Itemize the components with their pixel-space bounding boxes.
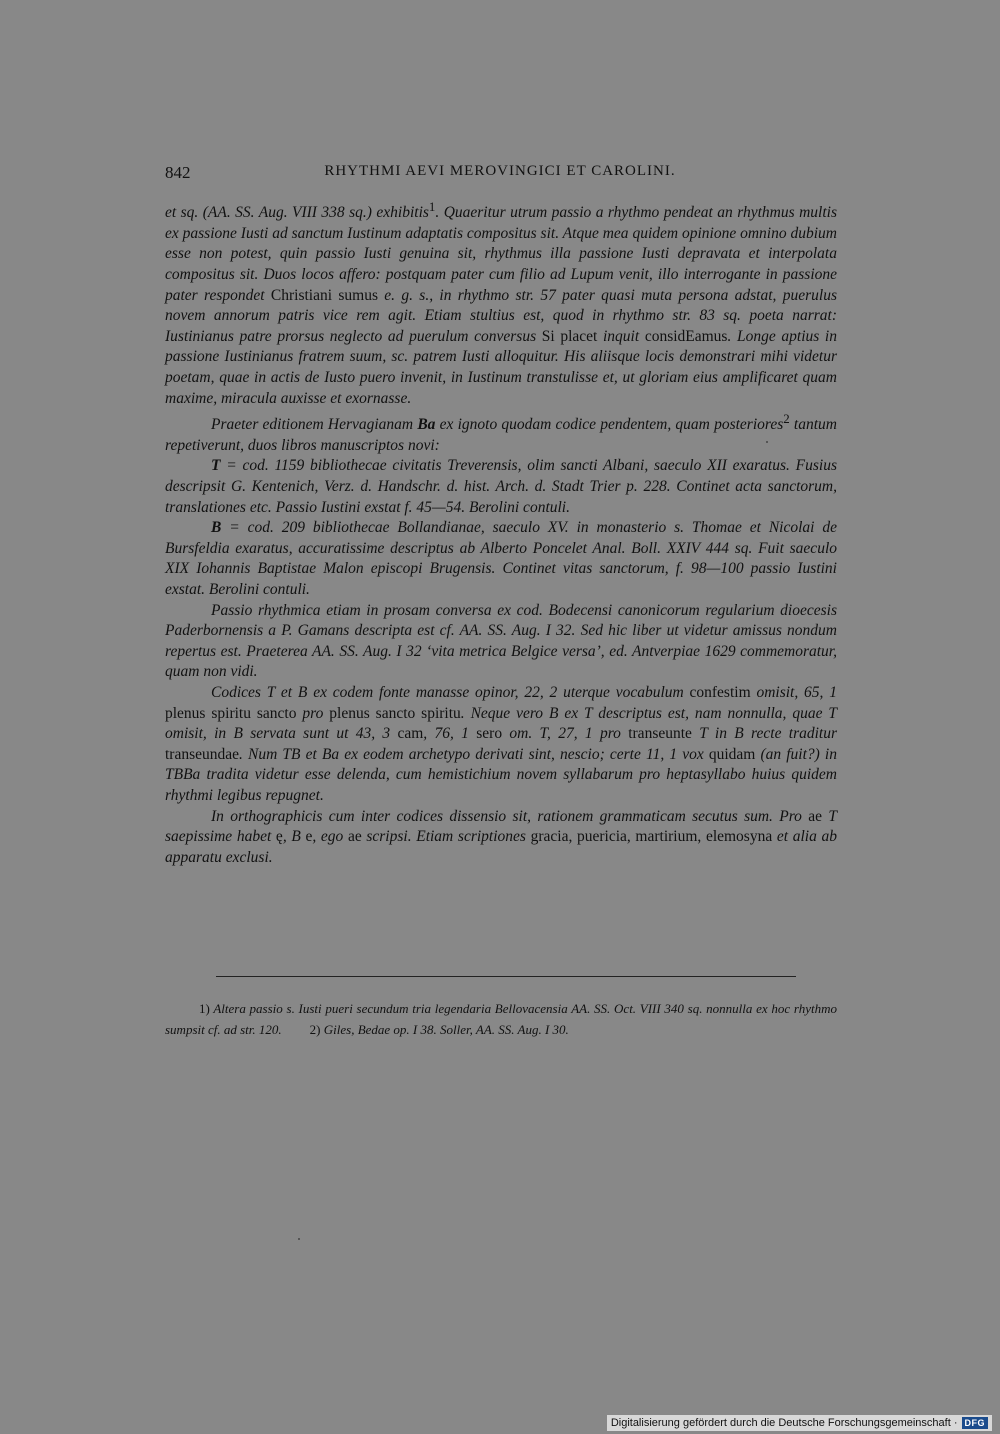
paragraph-7: In orthographicis cum inter codices dissensio sit, rationem grammaticam secutus sum. Pro ae T saepissime habet ę, B e, ego ae scripsi. Etiam scriptiones gracia, puericia, martirium, elemosyna et alia ab apparatu exclusi. bbox=[165, 807, 838, 866]
footnote-2-number: 2) bbox=[309, 1022, 321, 1037]
paragraph-codex-t: T = cod. 1159 bibliothecae civitatis Treverensis, olim sancti Albani, saeculo XII exaratus. Fusius descripsit G. Kentenich, Verz. d. Handschr. d. hist. Arch. d. Stadt Trier p. 228. Continet acta sanctorum, translationes etc. Passio Iustini exstat f. 45—54. Berolini contuli. bbox=[165, 457, 837, 516]
paragraph-5: Passio rhythmica etiam in prosam conversa ex cod. Bodecensi canonicorum regularium dioecesis Paderbornensis a P. Gamans descripta est cf. AA. SS. Aug. I 32. Sed hic liber ut videtur amissus nondum repertus est. Praeterea AA. SS. Aug. I 32 ‘vita metrica Belgice versa’, ed. Antverpiae 1629 commemoratur, quam non vidi. bbox=[165, 601, 837, 681]
credit-text: Digitalisierung gefördert durch die Deutsche Forschungsgemeinschaft · bbox=[610, 1417, 958, 1429]
running-title: RHYTHMI AEVI MEROVINGICI ET CAROLINI. bbox=[324, 163, 676, 179]
scan-speck bbox=[298, 1238, 300, 1240]
digitization-credit bbox=[607, 1415, 992, 1431]
footnotes bbox=[165, 998, 837, 1040]
footnote-1: 1) Altera passio s. Iusti pueri secundum tria legendaria Bellovacensia AA. SS. Oct. VIII 340 sq. nonnulla ex hoc rhythmo sumpsit cf. ad str. 120. 2) Giles, Bedae op. I 38. Soller, AA. SS. Aug. I 30. bbox=[165, 1001, 837, 1037]
scan-speck bbox=[766, 441, 768, 443]
paragraph-2: Praeter editionem Hervagianam Ba ex ignoto quodam codice pendentem, quam posteriores$^2$ tantum repetiverunt, duos libros manuscriptos novi: bbox=[165, 411, 837, 454]
footnote-divider bbox=[216, 976, 796, 977]
main-text bbox=[165, 197, 837, 868]
dfg-logo: DFG bbox=[962, 1417, 989, 1429]
paragraph-6: Codices T et B ex codem fonte manasse opinor, 22, 2 uterque vocabulum confestim omisit, 65, 1 plenus spiritu sancto pro plenus sancto spiritu. Neque vero B ex T descriptus est, nam nonnulla, quae T omisit, in B servata sunt ut 43, 3 cam, 76, 1 sero om. T, 27, 1 pro transeunte T in B recte traditur transeundae. Num TB et Ba ex eodem archetypo derivati sint, nescio; certe 11, 1 vox quidam (an fuit?) in TBBa tradita videtur esse delenda, cum hemistichium novem syllabarum pro heptasyllabo huius quidem rhythmi legibus repugnet. bbox=[165, 683, 837, 804]
page-header bbox=[165, 163, 835, 185]
page-number: 842 bbox=[165, 163, 191, 182]
footnote-2: Giles, Bedae op. I 38. Soller, AA. SS. Aug. I 30. bbox=[320, 1022, 569, 1037]
paragraph-1: et sq. (AA. SS. Aug. VIII 338 sq.) exhibitis$^1$. Quaeritur utrum passio a rhythmo pendeat an rhythmus multis ex passione Iusti ad sanctum Iustinum adaptatis compositus sit. Atque mea quidem opinione omnino dubium esse non potest, quin passio Iusti genuina sit, rhythmus illa passione Iusti depravata et interpolata compositus sit. Duos locos affero: postquam pater cum filio ad Lupum venit, illo interrogante in passione pater respondet Christiani sumus e. g. s., in rhythmo str. 57 pater quasi muta persona adstat, puerulus novem annorum patris vice rem agit. Etiam stultius est, quod in rhythmo str. 83 sq. poeta narrat: Iustinianus patre prorsus neglecto ad puerulum conversus Si placet inquit considEamus. Longe aptius in passione Iustinianus fratrem suum, sc. patrem Iusti alloquitur. His aliisque locis demonstrari mihi videtur poetam, quae in actis de Iusto puero invenit, in Iustinum transtulisse et, ut gloriam eius amplificaret quam maxime, miracula auxisse et exornasse. bbox=[165, 199, 837, 407]
paragraph-codex-b: B = cod. 209 bibliothecae Bollandianae, saeculo XV. in monasterio s. Thomae et Nicolai de Bursfeldia exaratus, accuratissime descriptus ab Alberto Poncelet Anal. Boll. XXIV 444 sq. Fuit saeculo XIX Iohannis Baptistae Malon episcopi Brugensis. Continet vitas sanctorum, f. 98—100 passio Iustini exstat. Berolini contuli. bbox=[165, 519, 837, 598]
